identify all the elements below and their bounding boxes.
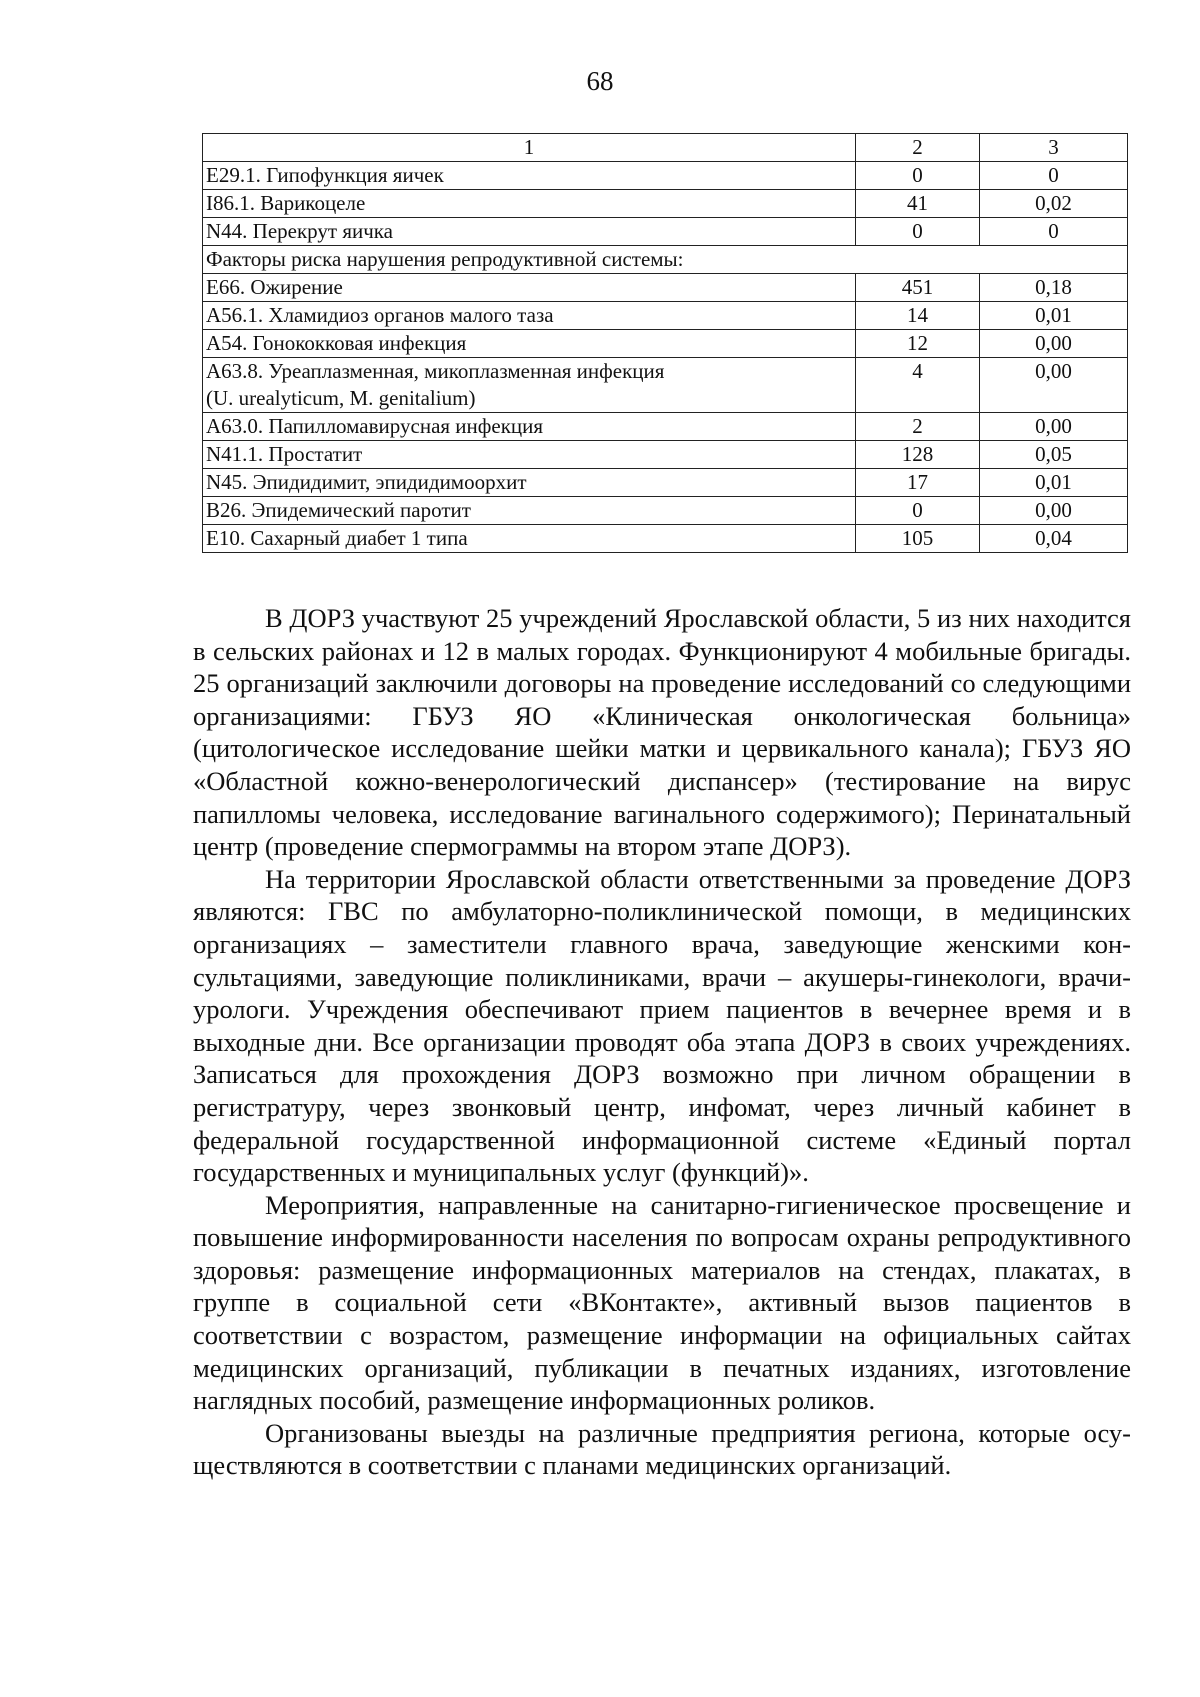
count-cell: 4 xyxy=(856,358,980,413)
paragraph: В ДОРЗ участвуют 25 учреждений Ярославской области, 5 из них находится в сельских районах и 12 в малых городах. Функционируют 4 мобильные бригады. 25 организаций заключили договоры на проведение исследований со следующими организациями: ГБУЗ ЯО «Клиническая онкологическая больница» (цитологическое исследование шейки матки и цервикального канала); ГБУЗ ЯО «Областной кожно-венерологический диспансер» (тестирование на вирус папилломы человека, исследование вагинального содержимого); Перинатальный центр (проведение спермограммы на втором этапе ДОРЗ). xyxy=(193,603,1131,862)
count-cell: 14 xyxy=(856,302,980,330)
header-col-2: 2 xyxy=(856,134,980,162)
count-cell: 451 xyxy=(856,274,980,302)
count-cell: 105 xyxy=(856,525,980,553)
count-cell: 2 xyxy=(856,413,980,441)
table-row xyxy=(203,497,1128,525)
page-number: 68 xyxy=(586,66,614,96)
table-header-row xyxy=(203,134,1128,162)
table-row xyxy=(203,162,1128,190)
table-row xyxy=(203,330,1128,358)
share-cell: 0 xyxy=(980,218,1128,246)
header-col-3: 3 xyxy=(980,134,1128,162)
header-col-1: 1 xyxy=(203,134,856,162)
diagnosis-line-2: (U. urealyticum, M. genitalium) xyxy=(206,386,476,410)
table-row xyxy=(203,190,1128,218)
share-cell: 0 xyxy=(980,162,1128,190)
share-cell: 0,02 xyxy=(980,190,1128,218)
table-row xyxy=(203,413,1128,441)
table-row xyxy=(203,358,1128,413)
table-row xyxy=(203,441,1128,469)
table-row xyxy=(203,218,1128,246)
table-row xyxy=(203,469,1128,497)
share-cell: 0,00 xyxy=(980,413,1128,441)
diagnosis-cell: N41.1. Простатит xyxy=(203,441,856,469)
diagnosis-line-1: A63.8. Уреаплазменная, микоплазменная инфекция xyxy=(206,359,665,383)
paragraph: На территории Ярославской области ответственными за проведение ДОРЗ являются: ГВС по амбулаторно-поликлинической помощи, в медицинских организациях – заместители главного врача, заведующие женскими консультациями, заведующие поликлиниками, врачи – акушеры-гинекологи, врачи-урологи. Учреждения обеспечивают прием пациентов в вечернее время и в выходные дни. Все организации проводят оба этапа ДОРЗ в своих учреждениях. Записаться для прохождения ДОРЗ возможно при личном обращении в регистратуру, через звонковый центр, инфомат, через личный кабинет в федеральной государственной информационной системе «Единый портал государственных и муниципальных услуг (функций)». xyxy=(193,863,1131,1188)
table-row xyxy=(203,274,1128,302)
share-cell: 0,01 xyxy=(980,302,1128,330)
table-row xyxy=(203,302,1128,330)
diagnosis-cell: A56.1. Хламидиоз органов малого таза xyxy=(203,302,856,330)
section-heading-cell: Факторы риска нарушения репродуктивной системы: xyxy=(203,246,1128,274)
share-cell: 0,05 xyxy=(980,441,1128,469)
count-cell: 17 xyxy=(856,469,980,497)
paragraph: Мероприятия, направленные на санитарно-гигиеническое просвещение и повышение информированности населения по вопросам охраны репродуктивного здоровья: размещение информационных материалов на стендах, плакатах, в группе в социальной сети «ВКонтакте», активный вызов пациентов в соответствии с возрастом, размещение информации на официальных сайтах медицинских организаций, публикации в печатных изданиях, изготовление наглядных пособий, размещение информационных роликов. xyxy=(193,1189,1131,1416)
count-cell: 12 xyxy=(856,330,980,358)
share-cell: 0,00 xyxy=(980,497,1128,525)
diagnosis-cell: A63.0. Папилломавирусная инфекция xyxy=(203,413,856,441)
diagnosis-cell xyxy=(203,358,856,413)
diagnosis-cell: N44. Перекрут яичка xyxy=(203,218,856,246)
table-section-row xyxy=(203,246,1128,274)
count-cell: 0 xyxy=(856,218,980,246)
diagnosis-cell: A54. Гонококковая инфекция xyxy=(203,330,856,358)
share-cell: 0,00 xyxy=(980,358,1128,413)
body-text xyxy=(193,602,1131,1482)
count-cell: 0 xyxy=(856,497,980,525)
diagnosis-cell: E10. Сахарный диабет 1 типа xyxy=(203,525,856,553)
diagnosis-cell: E29.1. Гипофункция яичек xyxy=(203,162,856,190)
share-cell: 0,04 xyxy=(980,525,1128,553)
statistics-table xyxy=(202,133,1128,553)
table-row xyxy=(203,525,1128,553)
count-cell: 41 xyxy=(856,190,980,218)
count-cell: 128 xyxy=(856,441,980,469)
diagnosis-cell: I86.1. Варикоцеле xyxy=(203,190,856,218)
paragraph: Организованы выезды на различные предприятия региона, которые осуществляются в соответствии с планами медицинских организаций. xyxy=(193,1417,1131,1481)
diagnosis-cell: E66. Ожирение xyxy=(203,274,856,302)
share-cell: 0,18 xyxy=(980,274,1128,302)
share-cell: 0,01 xyxy=(980,469,1128,497)
diagnosis-cell: N45. Эпидидимит, эпидидимоорхит xyxy=(203,469,856,497)
count-cell: 0 xyxy=(856,162,980,190)
share-cell: 0,00 xyxy=(980,330,1128,358)
diagnosis-cell: B26. Эпидемический паротит xyxy=(203,497,856,525)
